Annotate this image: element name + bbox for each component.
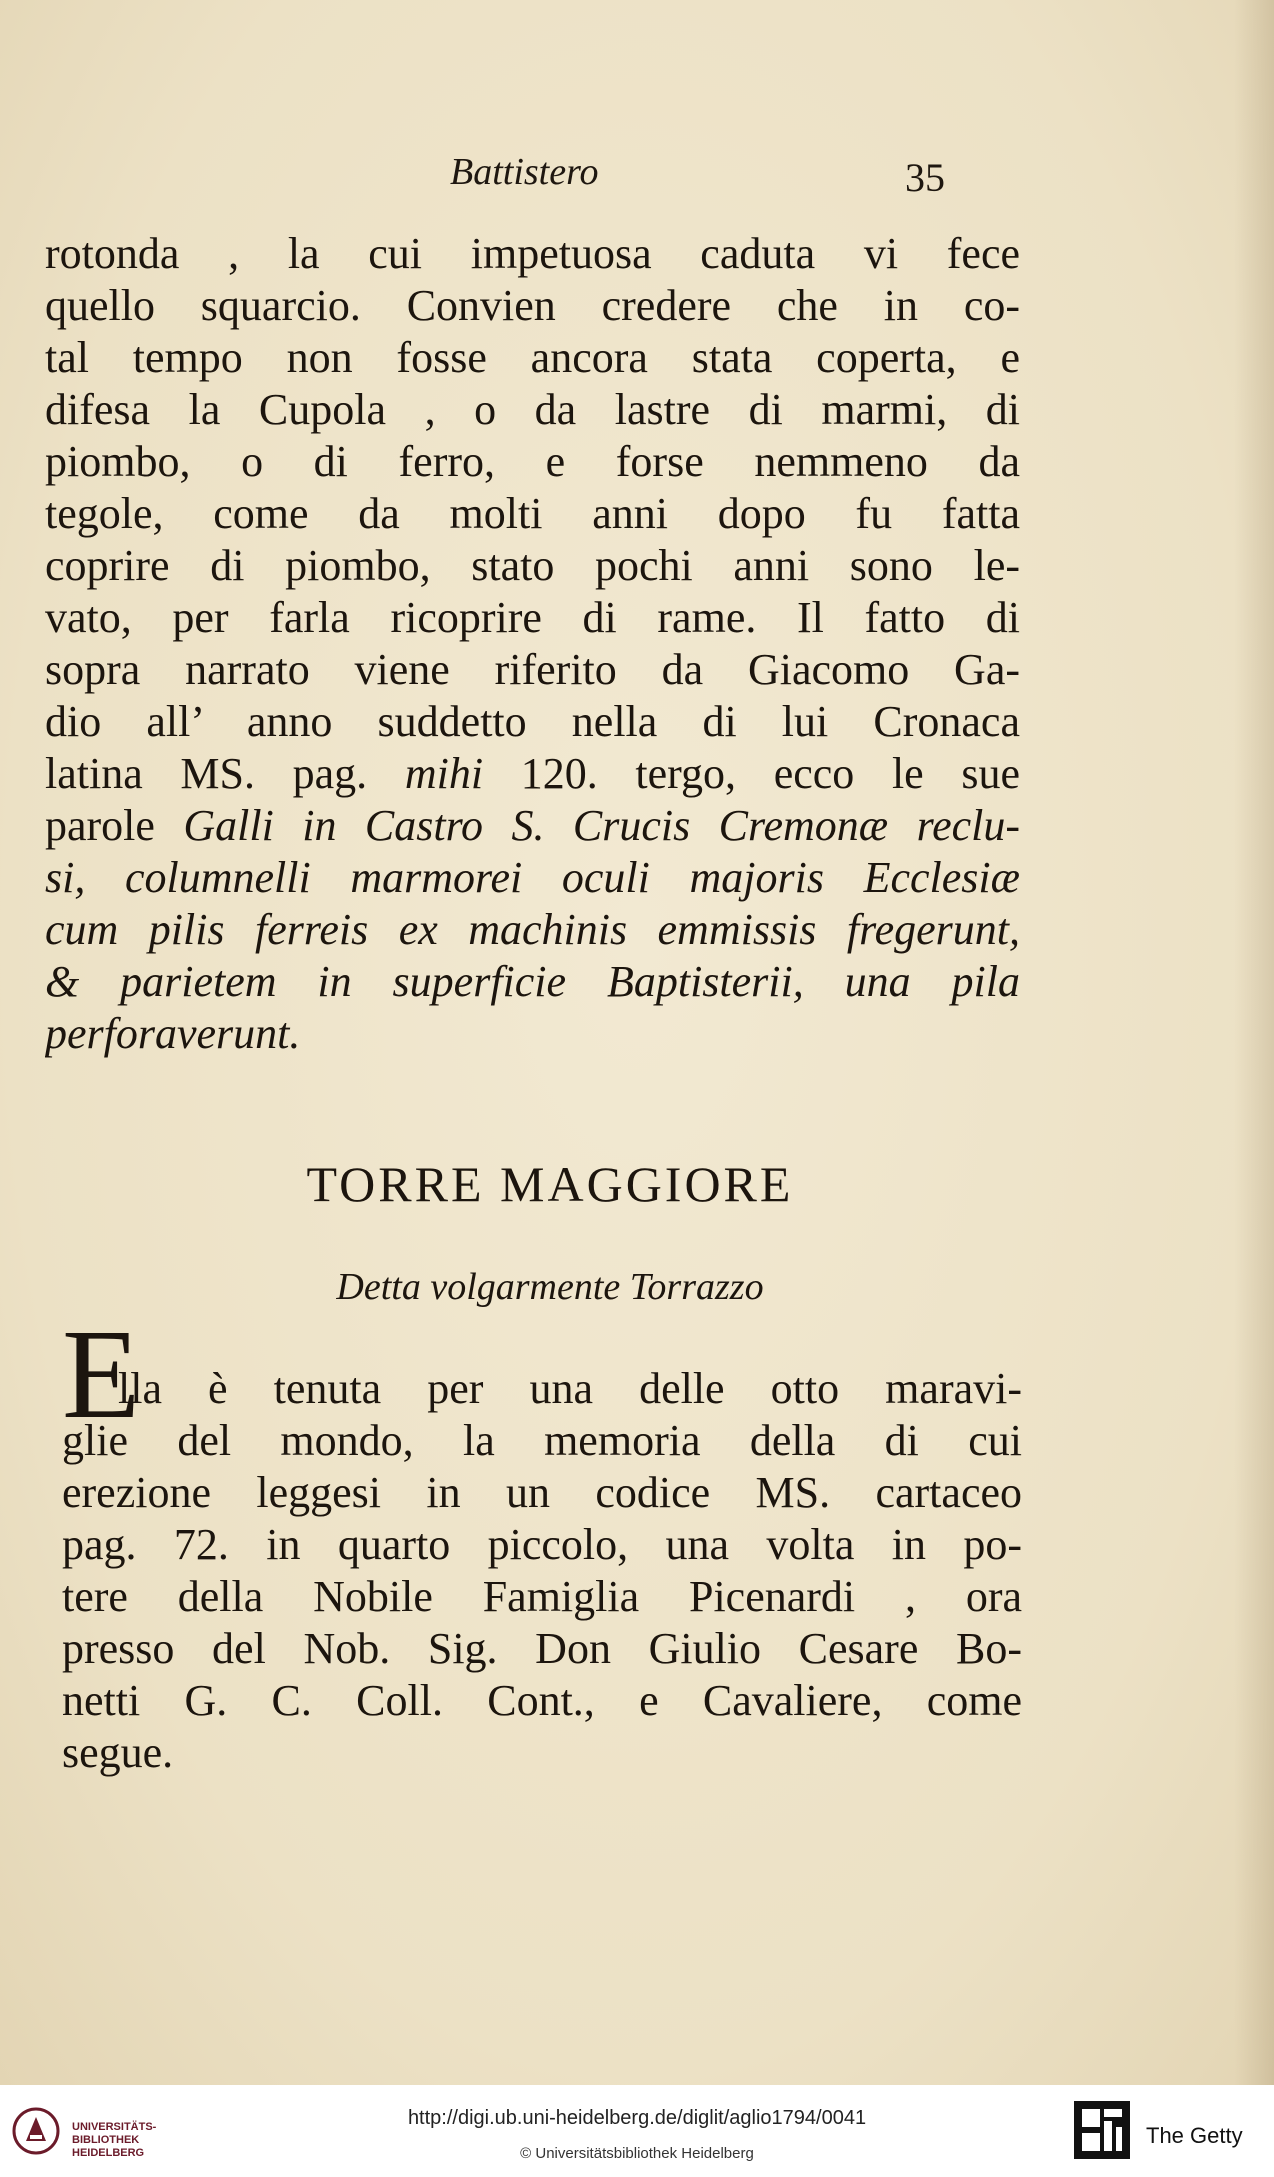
text-line: tere della Nobile Famiglia Picenardi , ora xyxy=(62,1572,1022,1621)
permalink-url[interactable]: http://digi.ub.uni-heidelberg.de/diglit/aglio1794/0041 xyxy=(407,2107,867,2129)
text-line: quello squarcio. Convien credere che in co- xyxy=(45,281,1020,330)
getty-mark-icon xyxy=(1070,2097,1134,2167)
text-line-mixed xyxy=(45,748,1020,800)
section-title: TORRE MAGGIORE xyxy=(306,1156,794,1212)
running-head xyxy=(0,140,1274,200)
italic-span: Galli in Castro S. Crucis Cremonæ reclu- xyxy=(183,801,1020,850)
text-line: tegole, come da molti anni dopo fu fatta xyxy=(45,489,1020,538)
paragraph xyxy=(62,1303,1022,1779)
text-line: lla è tenuta per una delle otto maravi- xyxy=(118,1364,1022,1413)
text-line: dio all’ anno suddetto nella di lui Cronaca xyxy=(45,697,1020,746)
text-span: latina MS. pag. xyxy=(45,749,368,798)
page-number: 35 xyxy=(905,155,945,200)
library-name-line: HEIDELBERG xyxy=(72,2147,145,2159)
italic-line: & parietem in superficie Baptisterii, una pila xyxy=(45,957,1020,1006)
drop-cap: E xyxy=(62,1303,141,1445)
text-line: vato, per farla ricoprire di rame. Il fatto di xyxy=(45,593,1020,642)
library-name-line: BIBLIOTHEK xyxy=(72,2134,140,2146)
text-line: sopra narrato viene riferito da Giacomo Ga- xyxy=(45,645,1020,694)
body-text xyxy=(45,228,1020,1060)
footer-bar xyxy=(0,2085,1274,2177)
text-line: presso del Nob. Sig. Don Giulio Cesare Bo- xyxy=(62,1624,1022,1673)
text-line: tal tempo non fosse ancora stata coperta, e xyxy=(45,333,1020,382)
text-span: 120. tergo, ecco le sue xyxy=(520,749,1020,798)
text-line: coprire di piombo, stato pochi anni sono le- xyxy=(45,541,1020,590)
text-line: pag. 72. in quarto piccolo, una volta in po- xyxy=(62,1520,1022,1569)
text-line: piombo, o di ferro, e forse nemmeno da xyxy=(45,437,1020,486)
italic-line: cum pilis ferreis ex machinis emmissis fregerunt, xyxy=(45,905,1020,954)
text-line-mixed xyxy=(45,800,1020,852)
italic-line: perforaverunt. xyxy=(45,1009,301,1058)
text-line: rotonda , la cui impetuosa caduta vi fece xyxy=(45,229,1020,278)
italic-line: si, columnelli marmorei oculi majoris Ecclesiæ xyxy=(45,853,1020,902)
text-line: segue. xyxy=(62,1728,174,1777)
library-name-line: UNIVERSITÄTS- xyxy=(72,2121,157,2133)
text-line: glie del mondo, la memoria della di cui xyxy=(62,1416,1022,1465)
italic-span: mihi xyxy=(404,749,484,798)
copyright-notice: © Universitätsbibliothek Heidelberg xyxy=(520,2145,754,2162)
getty-logo[interactable] xyxy=(1070,2097,1270,2167)
section-subtitle: Detta volgarmente Torrazzo xyxy=(336,1266,764,1308)
running-title: Battistero xyxy=(450,151,599,193)
text-line: netti G. C. Coll. Cont., e Cavaliere, come xyxy=(62,1676,1022,1725)
text-line: erezione leggesi in un codice MS. cartaceo xyxy=(62,1468,1022,1517)
text-span: parole xyxy=(45,801,155,850)
partner-name: The Getty xyxy=(1146,2123,1243,2148)
text-line: difesa la Cupola , o da lastre di marmi, di xyxy=(45,385,1020,434)
